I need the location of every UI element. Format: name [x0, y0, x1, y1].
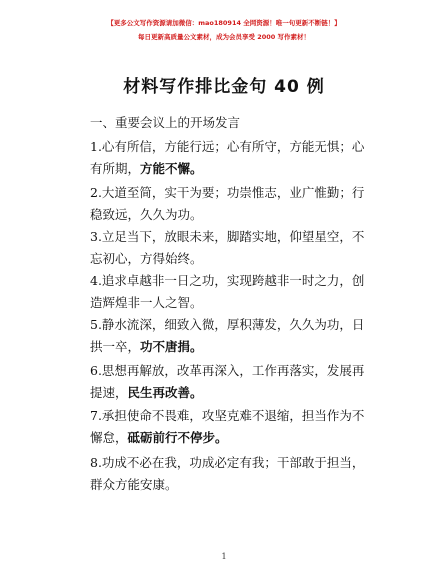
list-item [90, 270, 370, 314]
item-text: 1.心有所信，方能行远；心有所守，方能无惧；心有所期， [90, 139, 365, 176]
item-text: 6.思想再解放，改革再深入，工作再落实，发展再提速， [90, 363, 365, 400]
promo-banner-line-1: 【更多公文写作资源请加微信：mao180914 全网资源！唯一句更新不断链！】 [107, 19, 341, 27]
list-item [90, 360, 370, 404]
promo-banner-line-2: 每日更新高质量公文素材，成为会员享受 2000 写作素材！ [137, 33, 311, 41]
item-bold-text: 砥砺前行不停步。 [127, 430, 228, 445]
item-text: 5.静水流深，细致入微，厚积薄发，久久为功，日拱一卒， [90, 317, 365, 354]
list-item [90, 182, 370, 226]
item-text: 4.追求卓越非一日之功，实现跨越非一时之力，创造辉煌非一人之智。 [90, 273, 365, 310]
item-bold-text: 功不唐捐。 [140, 339, 203, 354]
item-text: 8.功成不必在我，功成必定有我；干部敢于担当，群众方能安康。 [90, 455, 365, 492]
document-title: 材料写作排比金句 40 例 [123, 77, 325, 97]
item-bold-text: 方能不懈。 [140, 161, 203, 176]
list-item [90, 452, 370, 496]
item-bold-text: 民生再改善。 [127, 385, 203, 400]
list-item [90, 405, 370, 449]
list-item [90, 314, 370, 358]
item-text: 3.立足当下，放眼未来，脚踏实地，仰望星空，不忘初心，方得始终。 [90, 229, 365, 266]
item-text: 2.大道至简，实干为要；功崇惟志，业广惟勤；行稳致远，久久为功。 [90, 185, 365, 222]
section-heading: 一、重要会议上的开场发言 [90, 115, 241, 130]
list-item [90, 136, 370, 180]
list-item [90, 226, 370, 270]
page-number: 1 [221, 552, 227, 561]
item-text: 7.承担使命不畏难，攻坚克难不退缩，担当作为不懈怠， [90, 408, 365, 445]
